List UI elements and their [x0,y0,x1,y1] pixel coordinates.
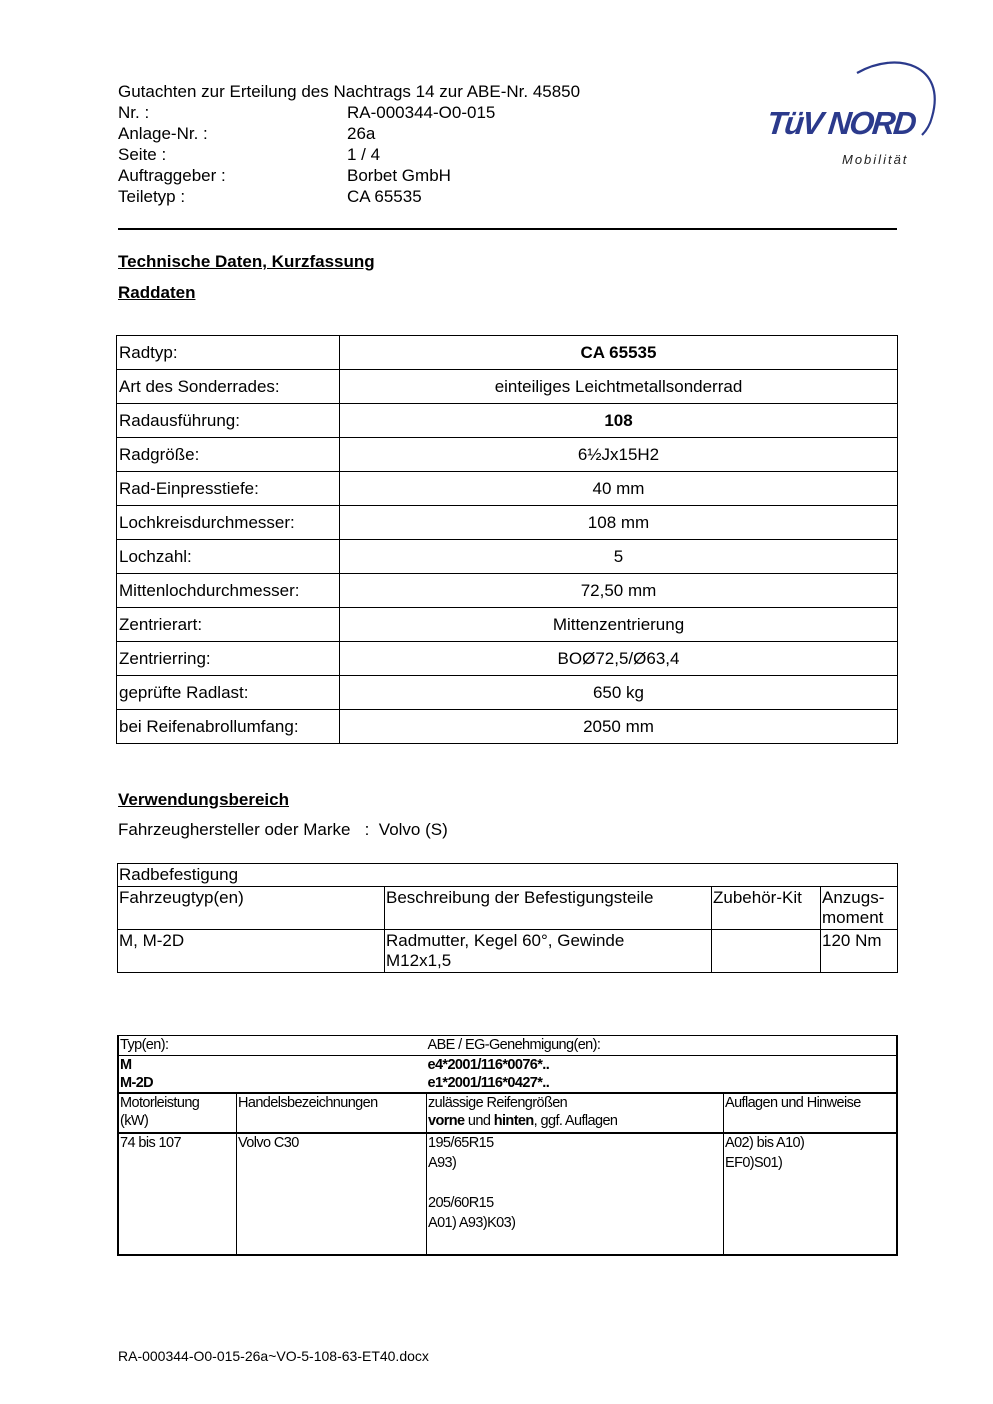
row-label: Art des Sonderrades: [117,370,340,404]
row-label: Radausführung: [117,404,340,438]
tire-auflagen: A93) [428,1155,457,1171]
header-und: und [464,1113,494,1129]
table-header-row [118,1093,897,1133]
table-row [117,574,898,608]
logo-subtitle: Mobilität [842,152,909,167]
table-row [117,506,898,540]
approval-number: e1*2001/116*0427*.. [427,1075,550,1091]
approval-number-cell [427,1056,898,1094]
table-row [117,608,898,642]
header-value: 26a [347,124,376,143]
row-value: 650 kg [340,676,898,710]
header-row-nr [118,102,495,123]
row-label: bei Reifenabrollumfang: [117,710,340,744]
header-line: Anzugs- [822,888,885,907]
radbefestigung-title: Radbefestigung [118,864,898,887]
row-label: Zentrierart: [117,608,340,642]
row-value: 72,50 mm [340,574,898,608]
footer-filename: RA-000344-O0-015-26a~VO-5-108-63-ET40.docx [118,1348,429,1364]
table-row [118,864,898,887]
col-header-handel: Handelsbezeichnungen [237,1093,427,1133]
row-value: Mittenzentrierung [340,608,898,642]
cell-typ: M, M-2D [118,930,385,973]
auflagen-line: EF0)S01) [725,1155,783,1171]
cell-reifen [427,1133,724,1255]
col-header-fahrzeugtyp: Fahrzeugtyp(en) [118,887,385,930]
typ-label: Typ(en): [118,1036,427,1056]
table-header-row [118,887,898,930]
table-row [117,676,898,710]
table-row [118,1036,897,1056]
cell-handel: Volvo C30 [237,1133,427,1255]
row-value: einteiliges Leichtmetallsonderrad [340,370,898,404]
row-value: 2050 mm [340,710,898,744]
row-value: 108 mm [340,506,898,540]
header-label: Teiletyp : [118,187,186,206]
row-label: Rad-Einpresstiefe: [117,472,340,506]
table-row [118,930,898,973]
abe-label: ABE / EG-Genehmigung(en): [427,1036,898,1056]
cell-auflagen [724,1133,898,1255]
hersteller-line: Fahrzeughersteller oder Marke : Volvo (S) [118,820,448,839]
row-label: Mittenlochdurchmesser: [117,574,340,608]
row-label: geprüfte Radlast: [117,676,340,710]
table-row [117,336,898,370]
cell-kit [712,930,821,973]
radbefestigung-table [117,863,898,973]
tire-size: 195/65R15 [428,1135,494,1151]
approval-table [117,1035,898,1256]
header-value: RA-000344-O0-015 [347,103,496,122]
row-value: 40 mm [340,472,898,506]
row-value: 5 [340,540,898,574]
header-row-seite [118,144,380,165]
header-row-teiletyp [118,186,422,207]
section-subtitle: Raddaten [118,283,196,302]
tuev-nord-logo [762,55,942,175]
col-header-reifen [427,1093,724,1133]
row-value: BOØ72,5/Ø63,4 [340,642,898,676]
header-label: Seite : [118,145,167,164]
approval-number: e4*2001/116*0076*.. [427,1057,550,1073]
header-label: Auftraggeber : [118,166,226,185]
header-value: Borbet GmbH [347,166,451,185]
header-hinten: hinten [493,1113,534,1129]
type-cell [118,1056,427,1094]
tire-auflagen: A01) A93)K03) [428,1215,516,1231]
col-header-auflagen: Auflagen und Hinweise [724,1093,898,1133]
cell-moment: 120 Nm [821,930,898,973]
header-divider [118,228,897,230]
table-row [118,1056,897,1094]
header-row-anlage [118,123,375,144]
table-row [117,710,898,744]
row-label: Radgröße: [117,438,340,472]
header-line: (kW) [120,1113,149,1129]
header-row-auftraggeber [118,165,451,186]
cell-beschreibung [385,930,712,973]
header-value: CA 65535 [347,187,422,206]
table-row [117,370,898,404]
table-row [117,404,898,438]
row-value: CA 65535 [340,336,898,370]
header-vorne: vorne [428,1113,465,1129]
col-header-leistung [118,1093,237,1133]
table-row [118,1133,897,1255]
col-header-zubehoer: Zubehör-Kit [712,887,821,930]
spacer [428,1174,722,1194]
section-title: Technische Daten, Kurzfassung [118,252,375,271]
header-label: Anlage-Nr. : [118,124,208,143]
report-title: Gutachten zur Erteilung des Nachtrags 14 zur ABE-Nr. 45850 [118,82,581,101]
header-label: Nr. : [118,103,150,122]
hersteller-value: Volvo (S) [378,820,448,839]
verwendung-title: Verwendungsbereich [118,790,289,809]
logo-brand: TüV NORD [765,105,917,141]
table-row [117,540,898,574]
row-label: Radtyp: [117,336,340,370]
tire-size: 205/60R15 [428,1195,494,1211]
type-code: M [120,1057,132,1073]
row-value: 108 [340,404,898,438]
header-line: zulässige Reifengrößen [428,1095,568,1111]
cell-leistung: 74 bis 107 [118,1133,237,1255]
auflagen-line: A02) bis A10) [725,1135,805,1151]
row-value: 6½Jx15H2 [340,438,898,472]
header-value: 1 / 4 [347,145,381,164]
type-code: M-2D [120,1075,154,1091]
table-row [117,438,898,472]
beschreibung-line: Radmutter, Kegel 60°, Gewinde [386,931,625,950]
row-label: Lochzahl: [117,540,340,574]
table-row [117,472,898,506]
header-rest: , ggf. Auflagen [533,1113,618,1129]
raddaten-table [116,335,898,744]
header-line: Motorleistung [120,1095,200,1111]
header-line: moment [822,908,884,927]
table-row [117,642,898,676]
col-header-beschreibung: Beschreibung der Befestigungsteile [385,887,712,930]
row-label: Zentrierring: [117,642,340,676]
col-header-anzugsmoment [821,887,898,930]
hersteller-label: Fahrzeughersteller oder Marke [118,820,351,839]
row-label: Lochkreisdurchmesser: [117,506,340,540]
beschreibung-line: M12x1,5 [386,951,452,970]
